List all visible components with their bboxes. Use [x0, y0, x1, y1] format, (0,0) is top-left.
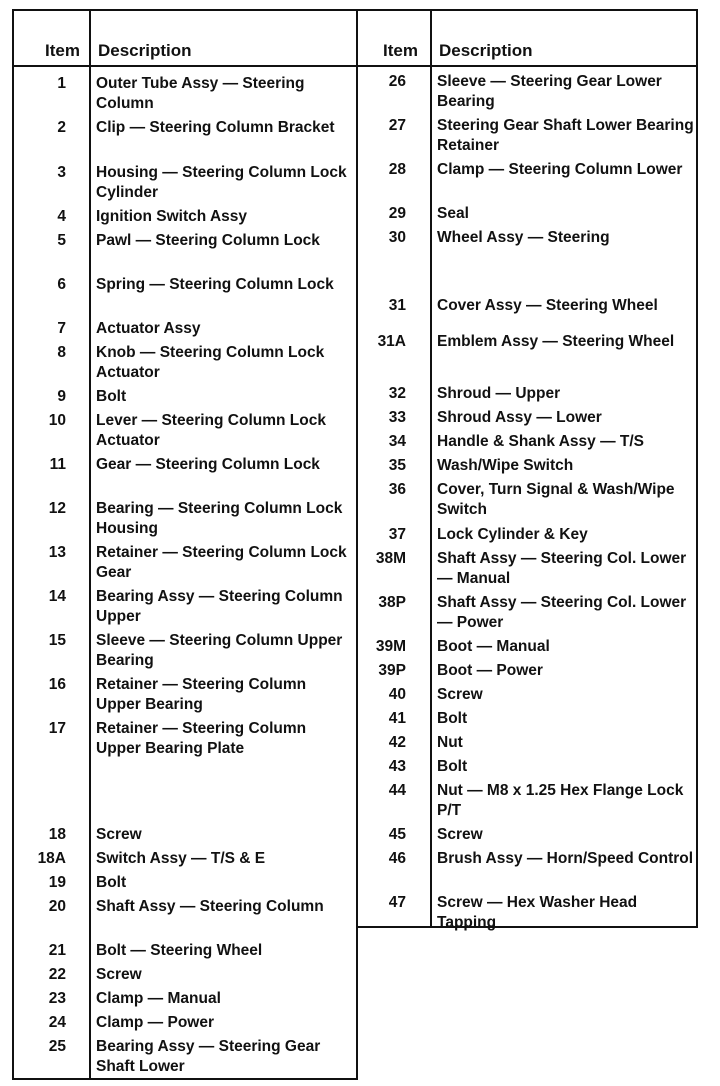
item-description: Screw [437, 686, 483, 703]
item-description: Screw [437, 826, 483, 843]
item-number: 15 [48, 632, 66, 649]
item-description: Bolt — Steering Wheel [96, 942, 263, 959]
item-description: Emblem Assy — Steering Wheel [437, 333, 675, 350]
item-description: Sleeve — Steering Column Upper Bearing [96, 632, 343, 669]
item-number: 18 [48, 826, 66, 843]
item-number: 5 [57, 232, 66, 249]
item-number: 21 [48, 942, 66, 959]
item-number: 22 [48, 966, 66, 983]
item-description: Nut — M8 x 1.25 Hex Flange Lock P/T [437, 782, 684, 819]
item-description: Actuator Assy [96, 320, 201, 337]
item-number: 46 [388, 850, 406, 867]
item-description: Wheel Assy — Steering [437, 229, 610, 246]
item-description: Nut [437, 734, 463, 751]
item-description: Retainer — Steering Column Lock Gear [96, 544, 347, 581]
column-divider [430, 11, 432, 926]
item-number: 4 [57, 208, 66, 225]
item-description: Shroud Assy — Lower [437, 409, 602, 426]
item-description: Shaft Assy — Steering Column [96, 898, 324, 915]
item-number: 41 [388, 710, 406, 727]
item-number: 31 [388, 297, 406, 314]
item-number: 20 [48, 898, 66, 915]
item-description: Steering Gear Shaft Lower Bearing Retainer [437, 117, 694, 154]
item-description: Pawl — Steering Column Lock [96, 232, 320, 249]
item-number: 34 [388, 433, 406, 450]
parts-table-left [12, 9, 358, 1080]
header-item: Item [45, 41, 80, 60]
parts-table-right [356, 9, 698, 931]
item-number: 12 [48, 500, 66, 517]
header-item: Item [383, 41, 418, 60]
header-divider [358, 65, 696, 67]
item-description: Brush Assy — Horn/Speed Control [437, 850, 694, 867]
item-description: Shroud — Upper [437, 385, 561, 402]
item-description: Spring — Steering Column Lock [96, 276, 334, 293]
item-number: 14 [48, 588, 66, 605]
item-number: 11 [49, 456, 66, 473]
item-number: 38P [378, 594, 406, 611]
item-number: 31A [377, 333, 406, 350]
item-number: 40 [388, 686, 406, 703]
item-description: Bearing — Steering Column Lock Housing [96, 500, 343, 537]
item-description: Seal [437, 205, 469, 222]
item-number: 25 [48, 1038, 66, 1055]
item-description: Bearing Assy — Steering Column Upper [96, 588, 343, 625]
item-description: Lock Cylinder & Key [437, 526, 588, 543]
item-number: 2 [57, 119, 66, 136]
item-description: Cover, Turn Signal & Wash/Wipe Switch [437, 481, 675, 518]
item-number: 17 [48, 720, 66, 737]
item-description: Outer Tube Assy — Steering Column [96, 75, 305, 112]
item-description: Boot — Manual [437, 638, 550, 655]
item-description: Bolt [96, 874, 127, 891]
item-description: Retainer — Steering Column Upper Bearing Plate [96, 720, 307, 757]
item-description: Bolt [96, 388, 127, 405]
item-number: 44 [388, 782, 406, 799]
item-description: Screw — Hex Washer Head Tapping [437, 894, 638, 931]
item-description: Retainer — Steering Column Upper Bearing [96, 676, 307, 713]
item-number: 3 [57, 164, 66, 181]
item-number: 33 [388, 409, 406, 426]
item-description: Bolt [437, 710, 468, 727]
item-number: 37 [388, 526, 406, 543]
item-description: Lever — Steering Column Lock Actuator [96, 412, 326, 449]
item-description: Ignition Switch Assy [96, 208, 247, 225]
item-number: 35 [388, 457, 406, 474]
item-number: 36 [388, 481, 406, 498]
item-description: Knob — Steering Column Lock Actuator [96, 344, 325, 381]
item-description: Boot — Power [437, 662, 543, 679]
item-description: Clip — Steering Column Bracket [96, 119, 335, 136]
item-description: Shaft Assy — Steering Col. Lower — Power [437, 594, 687, 631]
item-description: Shaft Assy — Steering Col. Lower — Manual [437, 550, 687, 587]
header-description: Description [98, 41, 192, 60]
item-number: 43 [388, 758, 406, 775]
item-description: Clamp — Power [96, 1014, 214, 1031]
item-number: 32 [388, 385, 406, 402]
item-description: Housing — Steering Column Lock Cylinder [96, 164, 347, 201]
item-number: 39M [375, 638, 406, 655]
item-number: 38M [375, 550, 406, 567]
item-number: 27 [388, 117, 406, 134]
item-number: 9 [57, 388, 66, 405]
item-number: 30 [388, 229, 406, 246]
item-number: 10 [48, 412, 66, 429]
item-number: 24 [48, 1014, 66, 1031]
item-number: 1 [57, 75, 66, 92]
item-number: 19 [48, 874, 66, 891]
item-description: Clamp — Steering Column Lower [437, 161, 683, 178]
item-number: 8 [57, 344, 66, 361]
item-description: Switch Assy — T/S & E [96, 850, 266, 867]
item-description: Bolt [437, 758, 468, 775]
item-number: 45 [388, 826, 406, 843]
item-number: 26 [388, 73, 406, 90]
item-description: Gear — Steering Column Lock [96, 456, 320, 473]
item-description: Clamp — Manual [96, 990, 221, 1007]
item-number: 7 [57, 320, 66, 337]
item-number: 42 [388, 734, 406, 751]
header-description: Description [439, 41, 533, 60]
item-description: Bearing Assy — Steering Gear Shaft Lower [96, 1038, 321, 1075]
header-divider [14, 65, 356, 67]
item-description: Screw [96, 966, 142, 983]
item-description: Sleeve — Steering Gear Lower Bearing [437, 73, 662, 110]
item-number: 39P [378, 662, 406, 679]
item-description: Handle & Shank Assy — T/S [437, 433, 645, 450]
item-number: 18A [37, 850, 66, 867]
column-divider [89, 11, 91, 1078]
item-number: 16 [48, 676, 66, 693]
item-number: 13 [48, 544, 66, 561]
item-number: 23 [48, 990, 66, 1007]
item-description: Screw [96, 826, 142, 843]
item-number: 28 [388, 161, 406, 178]
item-number: 47 [388, 894, 406, 911]
item-description: Wash/Wipe Switch [437, 457, 574, 474]
item-description: Cover Assy — Steering Wheel [437, 297, 658, 314]
item-number: 29 [388, 205, 406, 222]
item-number: 6 [57, 276, 66, 293]
